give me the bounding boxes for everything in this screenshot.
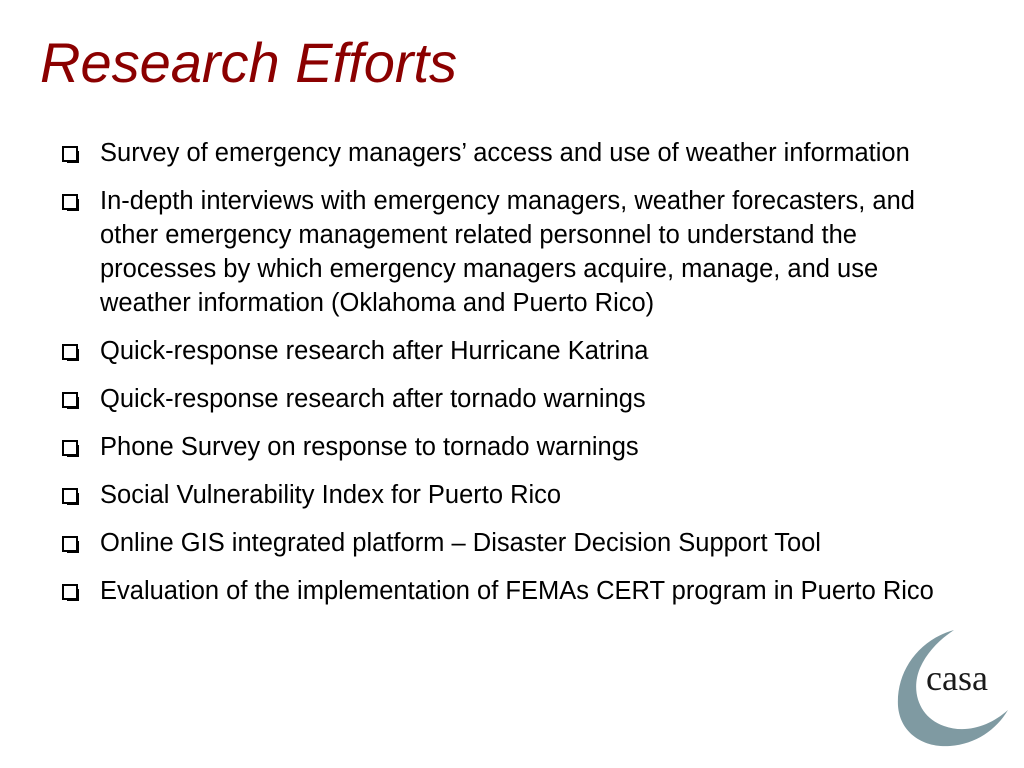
- checkbox-bullet-icon: [62, 584, 78, 600]
- checkbox-bullet-icon: [62, 194, 78, 210]
- checkbox-bullet-icon: [62, 488, 78, 504]
- bullet-item: [62, 478, 972, 512]
- checkbox-bullet-icon: [62, 392, 78, 408]
- bullet-item: [62, 136, 972, 170]
- bullet-item: [62, 430, 972, 464]
- bullet-text: Evaluation of the implementation of FEMAs CERT program in Puerto Rico: [100, 577, 934, 605]
- bullet-text: Quick-response research after Hurricane Katrina: [100, 337, 649, 365]
- bullet-text: Online GIS integrated platform – Disaster Decision Support Tool: [100, 529, 821, 557]
- bullet-item: [62, 334, 972, 368]
- bullet-item: [62, 382, 972, 416]
- bullet-text: In-depth interviews with emergency managers, weather forecasters, and other emergency management related personnel to understand the processes by which emergency managers acquire, manage, and use weather information (Oklahoma and Puerto Rico): [100, 187, 915, 317]
- checkbox-bullet-icon: [62, 146, 78, 162]
- casa-logo: [892, 626, 1010, 750]
- bullet-text: Survey of emergency managers’ access and use of weather information: [100, 139, 910, 167]
- bullet-list: [62, 136, 972, 622]
- checkbox-bullet-icon: [62, 344, 78, 360]
- bullet-item: [62, 574, 972, 608]
- slide-title: Research Efforts: [40, 31, 458, 94]
- bullet-item: [62, 184, 972, 320]
- checkbox-bullet-icon: [62, 536, 78, 552]
- checkbox-bullet-icon: [62, 440, 78, 456]
- bullet-item: [62, 526, 972, 560]
- bullet-text: Social Vulnerability Index for Puerto Rico: [100, 481, 562, 509]
- bullet-text: Quick-response research after tornado warnings: [100, 385, 646, 413]
- bullet-text: Phone Survey on response to tornado warnings: [100, 433, 639, 461]
- logo-wordmark: casa: [926, 658, 988, 698]
